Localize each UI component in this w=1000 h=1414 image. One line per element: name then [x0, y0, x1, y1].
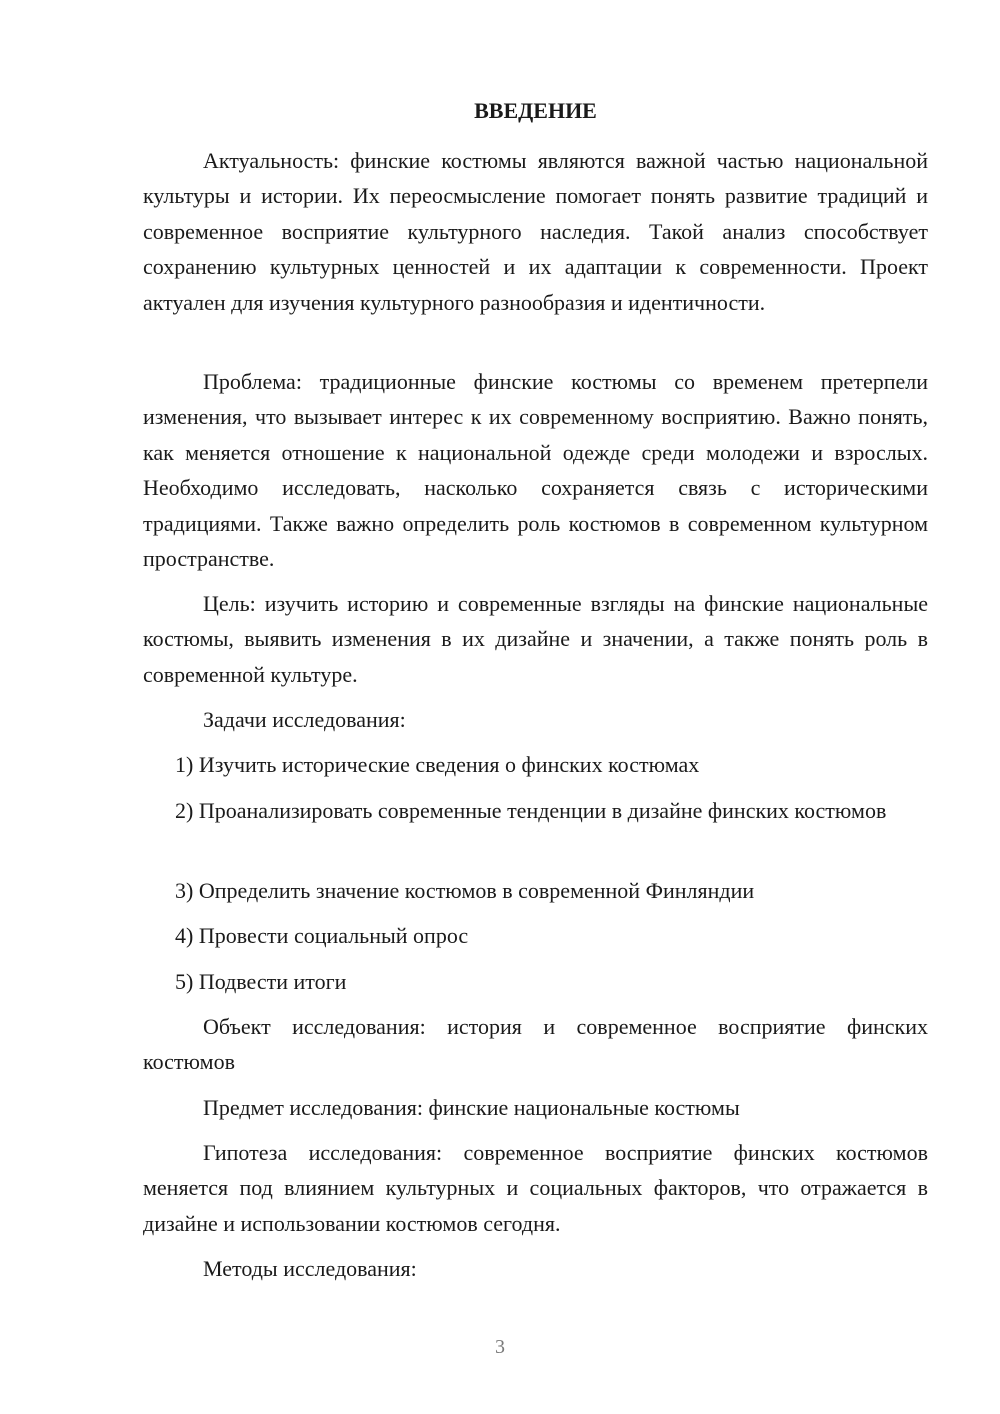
- task-item-4: 4) Провести социальный опрос: [175, 923, 469, 948]
- task-item-2: 2) Проанализировать современные тенденции в дизайне финских костюмов: [175, 798, 887, 823]
- paragraph-object: Объект исследования: история и современное восприятие финских костюмов: [143, 1014, 928, 1075]
- paragraph-tasks-heading: Задачи исследования:: [203, 707, 406, 732]
- paragraph-subject: Предмет исследования: финские национальные костюмы: [203, 1095, 740, 1120]
- paragraph-problem: Проблема: традиционные финские костюмы со временем претерпели изменения, что вызывает интерес к их современному восприятию. Важно понять, как меняется отношение к национальной одежде среди молодежи и взрослых. Необходимо исследовать, насколько сохраняется связь с историческими традициями. Также важно определить роль костюмов в современном культурном пространстве.: [143, 369, 928, 572]
- paragraph-goal: Цель: изучить историю и современные взгляды на финские национальные костюмы, выявить изменения в их дизайне и значении, а также понять роль в современной культуре.: [143, 591, 928, 687]
- page-title: ВВЕДЕНИЕ: [474, 98, 597, 123]
- page-number: 3: [495, 1336, 505, 1358]
- task-item-1: 1) Изучить исторические сведения о финских костюмах: [175, 752, 700, 777]
- task-item-3: 3) Определить значение костюмов в современной Финляндии: [175, 878, 755, 903]
- task-item-5: 5) Подвести итоги: [175, 969, 347, 994]
- paragraph-hypothesis: Гипотеза исследования: современное восприятие финских костюмов меняется под влиянием культурных и социальных факторов, что отражается в дизайне и использовании костюмов сегодня.: [143, 1140, 928, 1236]
- paragraph-relevance: Актуальность: финские костюмы являются важной частью национальной культуры и истории. Их переосмысление помогает понять развитие традиций и современное восприятие культурного наследия. Такой анализ способствует сохранению культурных ценностей и их адаптации к современности. Проект актуален для изучения культурного разнообразия и идентичности.: [143, 148, 928, 315]
- paragraph-methods: Методы исследования:: [203, 1256, 417, 1281]
